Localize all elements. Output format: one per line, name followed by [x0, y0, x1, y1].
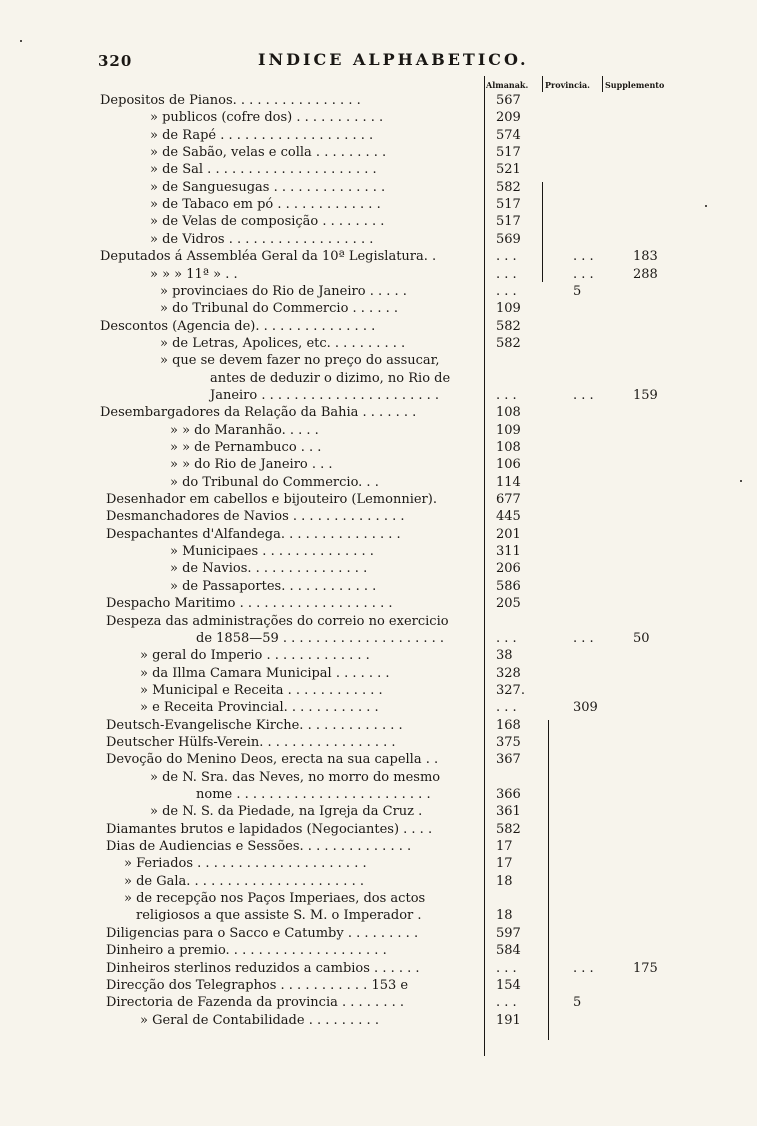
entry-text: » do Tribunal do Commercio. . . [170, 474, 379, 490]
entry-provincia-page: . . . [573, 387, 594, 403]
entry-text: » de Navios. . . . . . . . . . . . . . . [170, 561, 368, 577]
entry-almanak-page: 109 [496, 422, 521, 438]
entry-almanak-page: 584 [496, 943, 521, 959]
entry-almanak-page: 168 [496, 717, 521, 733]
entry-provincia-page: . . . [573, 249, 594, 265]
entry-text: Deutscher Hülfs-Verein. . . . . . . . . . . . . . . . . [106, 734, 396, 750]
entry-provincia-page: . . . [573, 630, 594, 646]
entry-almanak-page: 38 [496, 648, 513, 664]
index-entry [0, 109, 757, 127]
index-entry [0, 734, 757, 752]
column-rule-supplemento-top [602, 76, 603, 92]
entry-text: » » » 11ª » . . [150, 266, 238, 282]
index-entry [0, 786, 757, 804]
entry-almanak-page: 201 [496, 526, 521, 542]
specks [20, 40, 22, 42]
entry-text: » Geral de Contabilidade . . . . . . . . . [140, 1012, 379, 1028]
entry-almanak-page: 311 [496, 544, 521, 560]
entry-almanak-page: 677 [496, 492, 521, 508]
entry-text: Despachantes d'Alfandega. . . . . . . . . . . . . . . [106, 526, 401, 542]
entry-text: » » de Pernambuco . . . [170, 440, 322, 455]
index-entry [0, 92, 757, 110]
index-entry [0, 977, 757, 995]
entry-text: nome . . . . . . . . . . . . . . . . . . . . . . . . [196, 787, 431, 802]
entry-almanak-page: 582 [496, 179, 521, 195]
entry-almanak-page: 574 [496, 127, 521, 143]
index-entry [0, 196, 757, 214]
entry-text: Deutsch-Evangelische Kirche. . . . . . . . . . . . . [106, 717, 403, 733]
entry-text: Diligencias para o Sacco e Catumby . . . . . . . . . [106, 925, 419, 941]
index-entry [0, 751, 757, 769]
entry-text: Janeiro . . . . . . . . . . . . . . . . . . . . . . [210, 387, 440, 403]
column-header-provincia: Provincia. [545, 80, 590, 90]
page-number: 320 [98, 52, 133, 70]
index-entry [0, 994, 757, 1012]
entry-text: antes de deduzir o dizimo, no Rio de [210, 370, 451, 386]
entry-text: » de Velas de composição . . . . . . . . [150, 214, 385, 230]
entry-text: Devoção do Menino Deos, erecta na sua capella . . [106, 752, 439, 768]
index-entry [0, 439, 757, 457]
index-entry [0, 717, 757, 735]
entry-almanak-page: 517 [496, 197, 521, 213]
entry-almanak-page: 106 [496, 457, 521, 473]
entry-almanak-page: 586 [496, 578, 521, 594]
entry-almanak-page: 582 [496, 821, 521, 837]
entry-text: » Municipaes . . . . . . . . . . . . . . [170, 544, 374, 560]
index-entry [0, 352, 757, 370]
entry-text: » de recepção nos Paços Imperiaes, dos actos [124, 891, 426, 907]
entry-almanak-page: 17 [496, 839, 513, 855]
entry-almanak-page: 582 [496, 335, 521, 351]
entry-text: Despeza das administrações do correio no exercicio [106, 613, 449, 629]
entry-supplemento-page: 175 [633, 960, 658, 976]
entry-text: » que se devem fazer no preço do assucar, [160, 353, 440, 369]
entry-text: Deputados á Assembléa Geral da 10ª Legislatura. . [100, 249, 437, 265]
entry-text: » de Rapé . . . . . . . . . . . . . . . . . . . [150, 127, 374, 143]
entry-almanak-page: 191 [496, 1012, 521, 1028]
entry-text: Direcção dos Telegraphos . . . . . . . . . . . 153 e [106, 977, 409, 993]
entry-almanak-page: 366 [496, 787, 521, 802]
entry-almanak-page: 154 [496, 977, 521, 993]
entry-supplemento-page: 159 [633, 387, 658, 403]
index-entry [0, 699, 757, 717]
entry-almanak-page: 209 [496, 110, 521, 126]
entry-text: » Municipal e Receita . . . . . . . . . . . . [140, 682, 383, 698]
entry-almanak-page: 567 [496, 93, 521, 108]
column-rule-provincia-top [542, 76, 543, 92]
index-entry [0, 300, 757, 318]
entry-provincia-page: 5 [573, 283, 582, 299]
entry-almanak-page: 597 [496, 925, 521, 941]
entry-text: Desmanchadores de Navios . . . . . . . . . . . . . . [106, 509, 405, 525]
index-entry [0, 404, 757, 422]
entry-almanak-page: . . . [496, 995, 517, 1011]
index-entry [0, 665, 757, 683]
entry-supplemento-page: 50 [633, 630, 650, 646]
entry-almanak-page: 327. [496, 682, 525, 698]
index-entry [0, 907, 757, 925]
index-entry [0, 387, 757, 405]
entry-text: Directoria de Fazenda da provincia . . . . . . . . [106, 995, 404, 1011]
entry-provincia-page: 5 [573, 995, 582, 1011]
entry-almanak-page: . . . [496, 249, 517, 265]
index-entry [0, 248, 757, 266]
index-entry [0, 647, 757, 665]
entry-text: » de Sabão, velas e colla . . . . . . . . . [150, 145, 387, 161]
entry-almanak-page: . . . [496, 700, 517, 716]
entry-supplemento-page: 288 [633, 266, 658, 282]
index-entry [0, 456, 757, 474]
entry-almanak-page: 517 [496, 214, 521, 230]
index-entry [0, 838, 757, 856]
entry-almanak-page: 114 [496, 474, 521, 490]
index-entry [0, 890, 757, 908]
entry-provincia-page: . . . [573, 960, 594, 976]
entry-text: » de Tabaco em pó . . . . . . . . . . . . . [150, 197, 381, 213]
entry-text: » de N. S. da Piedade, na Igreja da Cruz . [150, 804, 423, 820]
index-entry [0, 266, 757, 284]
entry-almanak-page: . . . [496, 266, 517, 282]
entry-almanak-page: 375 [496, 734, 521, 750]
entry-text: » » do Rio de Janeiro . . . [170, 457, 333, 473]
index-entry [0, 335, 757, 353]
entry-almanak-page: . . . [496, 630, 517, 646]
entry-almanak-page: 361 [496, 804, 521, 820]
entry-text: religiosos a que assiste S. M. o Imperador . [136, 908, 422, 924]
index-entry [0, 213, 757, 231]
entry-text: » geral do Imperio . . . . . . . . . . . . . [140, 648, 370, 664]
index-entry [0, 422, 757, 440]
index-entry [0, 318, 757, 336]
index-entry [0, 161, 757, 179]
entry-text: Dinheiros sterlinos reduzidos a cambios . . . . . . [106, 960, 420, 976]
index-entry [0, 508, 757, 526]
index-entry [0, 821, 757, 839]
index-entry [0, 491, 757, 509]
index-entry [0, 613, 757, 631]
index-entry [0, 803, 757, 821]
entry-text: » da Illma Camara Municipal . . . . . . . [140, 665, 390, 681]
entry-text: » de N. Sra. das Neves, no morro do mesmo [150, 769, 441, 785]
entry-provincia-page: . . . [573, 266, 594, 282]
entry-text: Depositos de Pianos. . . . . . . . . . . . . . . . [100, 93, 361, 108]
index-entry [0, 682, 757, 700]
entry-text: » e Receita Provincial. . . . . . . . . . . . [140, 700, 379, 716]
entry-almanak-page: 521 [496, 162, 521, 178]
entry-almanak-page: 445 [496, 509, 521, 525]
entry-text: » do Tribunal do Commercio . . . . . . [160, 301, 398, 317]
entry-almanak-page: 328 [496, 665, 521, 681]
entry-provincia-page: 309 [573, 700, 598, 716]
index-entry [0, 526, 757, 544]
entry-text: de 1858—59 . . . . . . . . . . . . . . . . . . . . [196, 630, 445, 646]
index-entry [0, 595, 757, 613]
index-entry [0, 144, 757, 162]
entry-almanak-page: . . . [496, 283, 517, 299]
entry-text: » publicos (cofre dos) . . . . . . . . . . . [150, 110, 384, 126]
entry-text: » » do Maranhão. . . . . [170, 422, 319, 438]
index-entry [0, 960, 757, 978]
entry-text: » de Vidros . . . . . . . . . . . . . . . . . . [150, 231, 374, 247]
page-title: INDICE ALPHABETICO. [258, 50, 529, 69]
index-entry [0, 855, 757, 873]
entry-almanak-page: 18 [496, 908, 513, 924]
index-entry [0, 283, 757, 301]
index-entry [0, 543, 757, 561]
index-entry [0, 873, 757, 891]
entry-almanak-page: . . . [496, 960, 517, 976]
index-entry [0, 179, 757, 197]
entry-almanak-page: 367 [496, 752, 521, 768]
entry-text: » Feriados . . . . . . . . . . . . . . . . . . . . . [124, 856, 367, 872]
entry-text: Desenhador em cabellos e bijouteiro (Lemonnier). [106, 492, 437, 508]
entry-text: Dinheiro a premio. . . . . . . . . . . . . . . . . . . . [106, 943, 387, 959]
entry-almanak-page: 582 [496, 318, 521, 334]
entry-text: » de Passaportes. . . . . . . . . . . . [170, 578, 377, 594]
entry-almanak-page: 517 [496, 145, 521, 161]
entry-almanak-page: 108 [496, 405, 521, 421]
index-entry [0, 942, 757, 960]
entry-text: Descontos (Agencia de). . . . . . . . . . . . . . . [100, 318, 376, 334]
column-header-almanak: Almanak. [486, 80, 529, 90]
entry-text: Diamantes brutos e lapidados (Negociantes) . . . . [106, 821, 433, 837]
entry-text: Dias de Audiencias e Sessões. . . . . . . . . . . . . . [106, 839, 412, 855]
index-entry [0, 370, 757, 388]
index-entry [0, 231, 757, 249]
index-entry [0, 925, 757, 943]
entry-text: Despacho Maritimo . . . . . . . . . . . . . . . . . . . [106, 596, 393, 612]
entry-text: » de Letras, Apolices, etc. . . . . . . . . . [160, 335, 406, 351]
entry-almanak-page: 18 [496, 873, 513, 889]
index-entry [0, 1012, 757, 1030]
entry-supplemento-page: 183 [633, 249, 658, 265]
entry-almanak-page: 206 [496, 561, 521, 577]
entry-almanak-page: 569 [496, 231, 521, 247]
entry-text: » provinciaes do Rio de Janeiro . . . . . [160, 283, 407, 299]
entry-text: » de Sanguesugas . . . . . . . . . . . . . . [150, 179, 386, 195]
entry-almanak-page: 109 [496, 301, 521, 317]
index-entry [0, 630, 757, 648]
entry-almanak-page: . . . [496, 387, 517, 403]
index-entry [0, 769, 757, 787]
entry-text: Desembargadores da Relação da Bahia . . . . . . . [100, 405, 417, 421]
entry-almanak-page: 17 [496, 856, 513, 872]
index-entry [0, 127, 757, 145]
index-entry [0, 560, 757, 578]
column-header-supplemento: Supplemento [605, 80, 665, 90]
index-entry [0, 578, 757, 596]
entry-text: » de Gala. . . . . . . . . . . . . . . . . . . . . . [124, 873, 364, 889]
entry-almanak-page: 205 [496, 596, 521, 612]
entry-text: » de Sal . . . . . . . . . . . . . . . . . . . . . [150, 162, 377, 178]
index-entry [0, 474, 757, 492]
entry-almanak-page: 108 [496, 440, 521, 455]
